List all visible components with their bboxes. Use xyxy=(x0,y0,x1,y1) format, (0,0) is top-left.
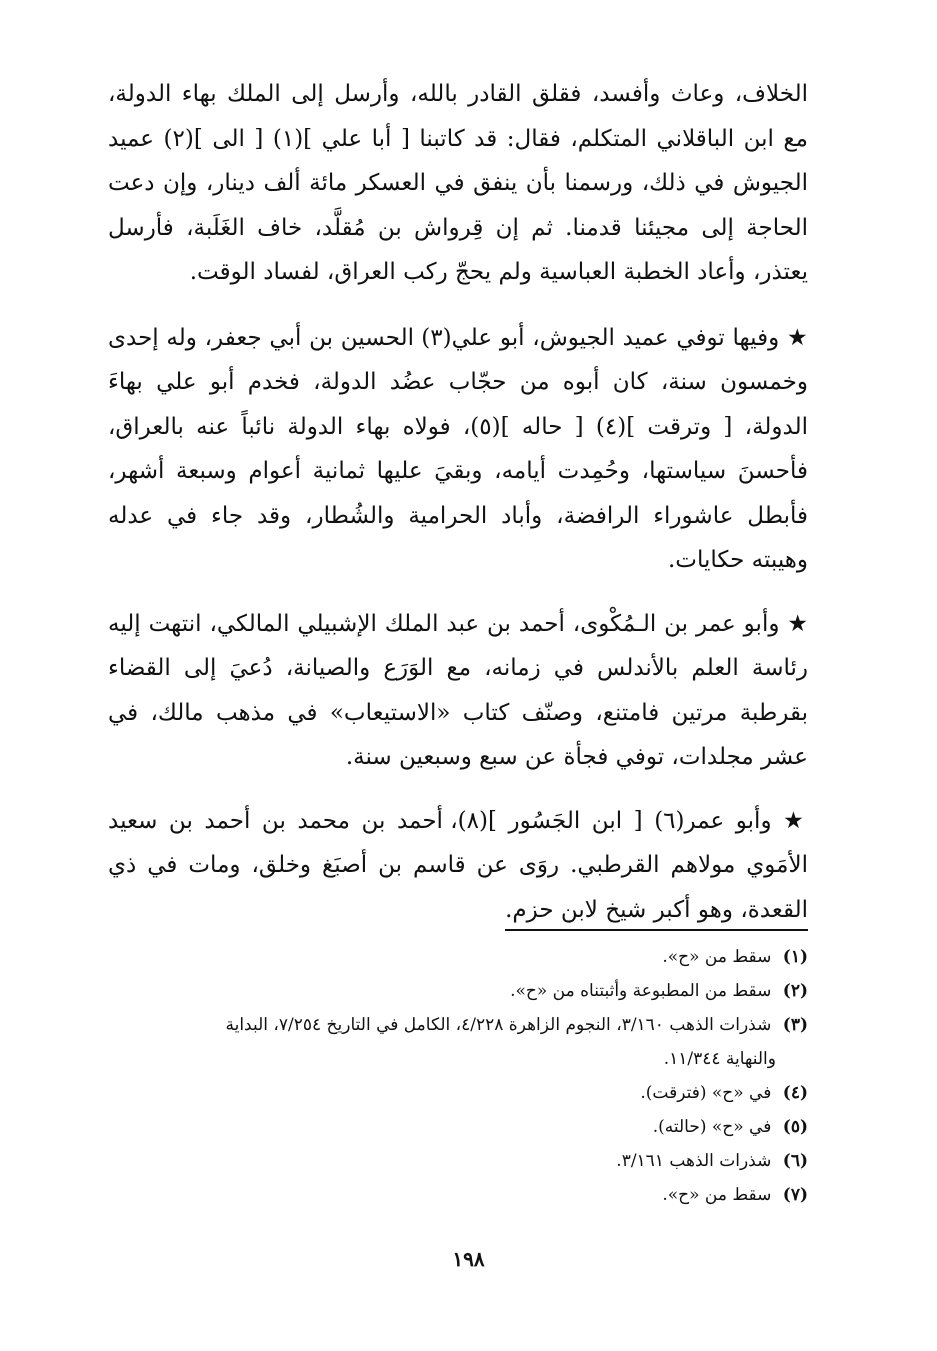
footnote-text: شذرات الذهب ٣/١٦١. xyxy=(616,1151,772,1171)
footnote-number: (٤) xyxy=(782,1083,808,1103)
footnote-text: سقط من «ح». xyxy=(662,947,772,967)
footnote-7 xyxy=(108,1178,808,1212)
footnote-continuation: والنهاية ١١/٣٤٤. xyxy=(663,1049,776,1069)
footnote-text: شذرات الذهب ٣/١٦٠، النجوم الزاهرة ٤/٢٢٨، الكامل في التاريخ ٧/٢٥٤، البداية xyxy=(225,1015,772,1035)
paragraph-2: ★ وفيها توفي عميد الجيوش، أبو علي(٣) الحسين بن أبي جعفر، وله إحدى وخمسون سنة، كان أبوه من حجّاب عضُد الدولة، فخدم أبو علي بهاءَ الدولة، [ وترقت ](٤) [ حاله ](٥)، فولاه بهاء الدولة نائباً عنه بالعراق، فأحسنَ سياستها، وحُمِدت أيامه، وبقيَ عليها ثمانية أعوام وسبعة أشهر، فأبطل عاشوراء الرافضة، وأباد الحرامية والشُطار، وقد جاء في عدله وهيبته حكايات. xyxy=(108,324,808,573)
paragraph-3: ★ وأبو عمر بن الـمُكْوى، أحمد بن عبد الملك الإشبيلي المالكي، انتهت إليه رئاسة العلم بالأندلس في زمانه، مع الوَرَع والصيانة، دُعيَ إلى القضاء بقرطبة مرتين فامتنع، وصنّف كتاب «الاستيعاب» في مذهب مالك، في عشر مجلدات، توفي فجأة عن سبع وسبعين سنة. xyxy=(108,610,808,770)
footnote-text: في «ح» (فترقت). xyxy=(640,1083,772,1103)
footnote-text: في «ح» (حالته). xyxy=(652,1117,772,1137)
footnote-number: (٧) xyxy=(782,1185,808,1205)
footnote-4 xyxy=(108,1076,808,1110)
footnote-text: سقط من «ح». xyxy=(662,1185,772,1205)
footnotes xyxy=(108,940,808,1212)
paragraph-4: ★ وأبو عمر(٦) [ ابن الجَسُور ](٨)، أحمد بن محمد بن أحمد بن سعيد الأمَوي مولاهم القرطبي. روَى عن قاسم بن أصبَغ وخلق، ومات في ذي القعدة، وهو أكبر شيخ لابن حزم. xyxy=(108,807,808,923)
footnote-5 xyxy=(108,1110,808,1144)
footnote-2 xyxy=(108,974,808,1008)
footnote-divider xyxy=(505,929,808,931)
footnote-number: (٥) xyxy=(782,1117,808,1137)
footnote-1 xyxy=(108,940,808,974)
footnote-6 xyxy=(108,1144,808,1178)
footnote-text: سقط من المطبوعة وأثبتناه من «ح». xyxy=(510,981,772,1001)
page-number: ١٩٨ xyxy=(452,1247,485,1271)
footnote-number: (١) xyxy=(782,947,808,967)
footnote-3 xyxy=(108,1008,808,1076)
footnote-number: (٦) xyxy=(782,1151,808,1171)
footnote-number: (٣) xyxy=(782,1015,808,1035)
main-text xyxy=(108,72,808,951)
footnote-number: (٢) xyxy=(782,981,808,1001)
paragraph-1: الخلاف، وعاث وأفسد، فقلق القادر بالله، وأرسل إلى الملك بهاء الدولة، مع ابن الباقلاني المتكلم، فقال: قد كاتبنا [ أبا علي ](١) [ الى ](٢) عميد الجيوش في ذلك، ورسمنا بأن ينفق في العسكر مائة ألف دينار، وإن دعت الحاجة إلى مجيئنا قدمنا. ثم إن قِرواش بن مُقلَّد، خاف الغَلَبة، فأرسل يعتذر، وأعاد الخطبة العباسية ولم يحجّ ركب العراق، لفساد الوقت. xyxy=(108,81,808,285)
